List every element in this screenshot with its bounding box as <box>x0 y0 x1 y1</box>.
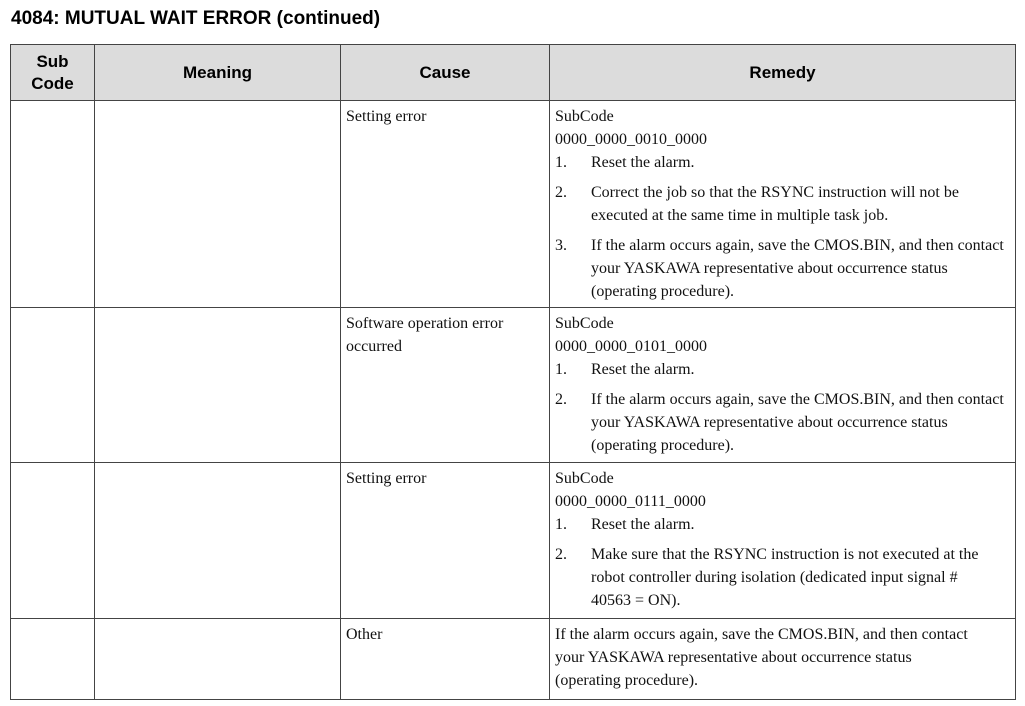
remedy-cell <box>550 308 1016 463</box>
header-sub-code <box>11 45 95 101</box>
remedy-step <box>555 151 1009 174</box>
remedy-steps <box>555 151 1009 303</box>
remedy-cell <box>550 463 1016 619</box>
step-text: Reset the alarm. <box>591 154 695 171</box>
step-number: 2. <box>555 184 567 201</box>
step-number: 1. <box>555 361 567 378</box>
cause-value: Setting error <box>346 108 427 125</box>
meaning-value <box>95 101 340 105</box>
step-text: If the alarm occurs again, save the CMOS.BIN, and then contact your YASKAWA representative about occurrence status (operating procedure). <box>591 391 1004 454</box>
step-text: Reset the alarm. <box>591 361 695 378</box>
header-meaning <box>95 45 341 101</box>
sub-code-value <box>11 101 94 105</box>
remedy-subcode-value: 0000_0000_0101_0000 <box>555 338 707 355</box>
remedy-subcode-value: 0000_0000_0111_0000 <box>555 493 706 510</box>
cause-cell <box>341 619 550 700</box>
sub-code-cell <box>11 619 95 700</box>
step-number: 1. <box>555 154 567 171</box>
cause-value: Software operation error occurred <box>346 315 504 355</box>
remedy-step <box>555 358 1009 381</box>
remedy-subcode-label: SubCode <box>555 470 614 487</box>
header-cause-label: Cause <box>419 62 471 82</box>
step-number: 3. <box>555 237 567 254</box>
cause-value: Setting error <box>346 470 427 487</box>
sub-code-value <box>11 463 94 467</box>
sub-code-cell <box>11 463 95 619</box>
sub-code-cell <box>11 101 95 308</box>
table-header-row <box>11 45 1016 101</box>
step-number: 2. <box>555 546 567 563</box>
table-row <box>11 619 1016 700</box>
step-text: Make sure that the RSYNC instruction is not executed at the robot controller during isolation (dedicated input signal # 40563 = ON). <box>591 546 979 609</box>
header-sub-code-label: Sub Code <box>31 51 74 93</box>
cause-cell <box>341 101 550 308</box>
header-remedy-label: Remedy <box>749 62 816 82</box>
remedy-step <box>555 234 1009 303</box>
alarm-table <box>10 44 1016 700</box>
table-row <box>11 463 1016 619</box>
meaning-cell <box>95 619 341 700</box>
step-text: If the alarm occurs again, save the CMOS.BIN, and then contact your YASKAWA representative about occurrence status (operating procedure). <box>591 237 1004 300</box>
table-row <box>11 308 1016 463</box>
cause-cell <box>341 308 550 463</box>
remedy-subcode-label: SubCode <box>555 108 614 125</box>
remedy-step <box>555 513 1009 536</box>
header-remedy <box>550 45 1016 101</box>
remedy-text: If the alarm occurs again, save the CMOS.BIN, and then contact your YASKAWA representative about occurrence status (operating procedure). <box>555 626 968 689</box>
cause-value: Other <box>346 626 383 643</box>
remedy-subcode-value: 0000_0000_0010_0000 <box>555 131 707 148</box>
meaning-cell <box>95 308 341 463</box>
remedy-steps <box>555 513 1009 612</box>
sub-code-value <box>11 619 94 623</box>
remedy-step <box>555 388 1009 457</box>
remedy-step <box>555 543 1009 612</box>
remedy-steps <box>555 358 1009 457</box>
meaning-value <box>95 308 340 312</box>
remedy-subcode-label: SubCode <box>555 315 614 332</box>
step-text: Correct the job so that the RSYNC instruction will not be executed at the same time in multiple task job. <box>591 184 959 224</box>
cause-cell <box>341 463 550 619</box>
header-cause <box>341 45 550 101</box>
meaning-value <box>95 463 340 467</box>
remedy-cell <box>550 619 1016 700</box>
remedy-step <box>555 181 1009 227</box>
sub-code-value <box>11 308 94 312</box>
sub-code-cell <box>11 308 95 463</box>
page-title: 4084: MUTUAL WAIT ERROR (continued) <box>11 8 381 29</box>
header-meaning-label: Meaning <box>183 62 252 82</box>
step-number: 2. <box>555 391 567 408</box>
step-text: Reset the alarm. <box>591 516 695 533</box>
meaning-cell <box>95 463 341 619</box>
step-number: 1. <box>555 516 567 533</box>
remedy-cell <box>550 101 1016 308</box>
meaning-cell <box>95 101 341 308</box>
meaning-value <box>95 619 340 623</box>
table-row <box>11 101 1016 308</box>
